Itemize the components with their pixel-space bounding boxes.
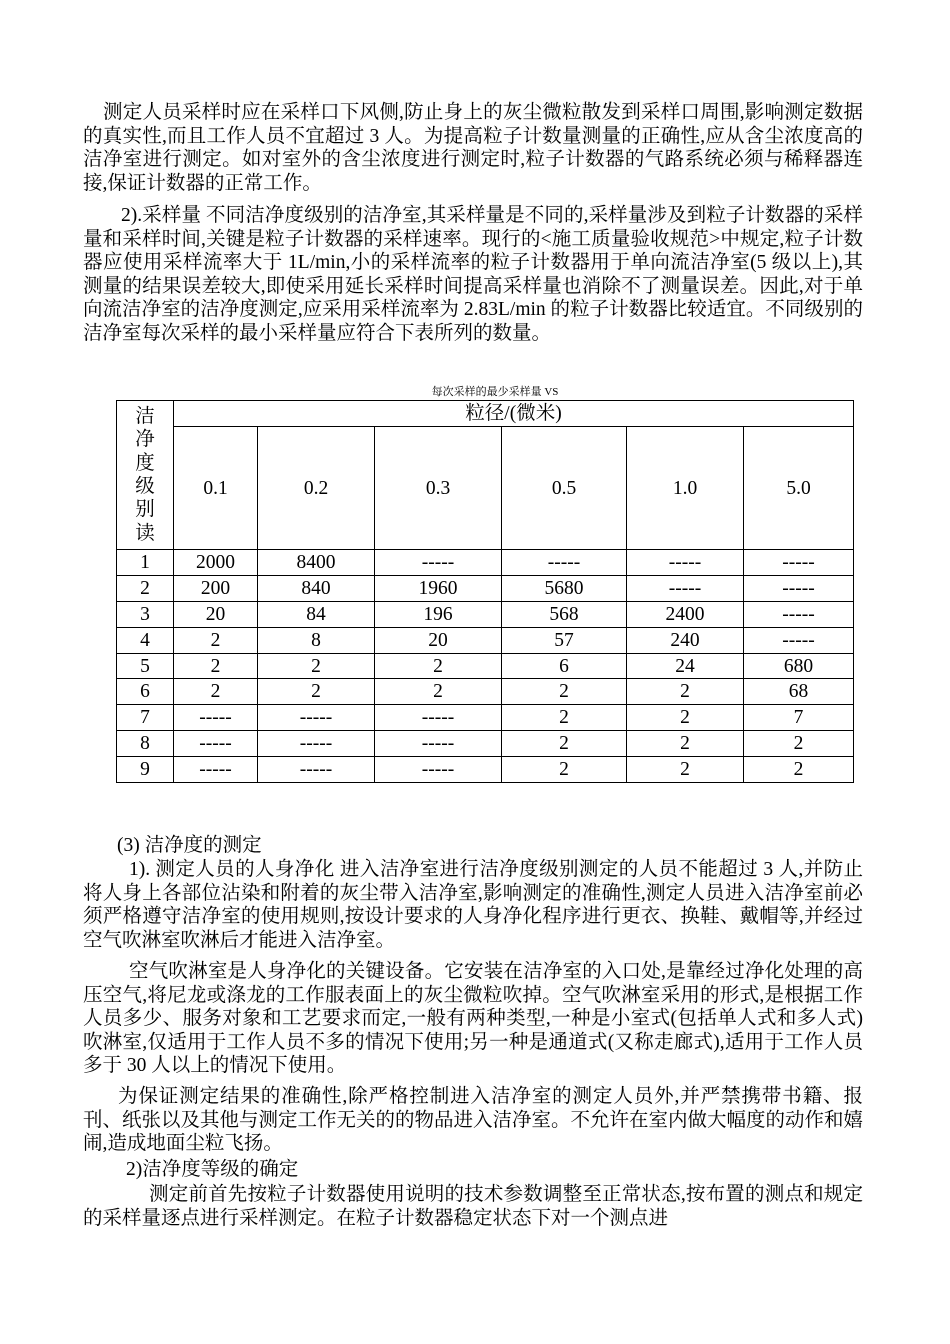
table-row xyxy=(117,731,854,757)
value-cell: 680 xyxy=(744,653,854,679)
value-cell: 196 xyxy=(375,601,502,627)
value-cell: 1960 xyxy=(375,575,502,601)
particle-size-5.0: 5.0 xyxy=(744,427,854,550)
value-cell: 2 xyxy=(258,653,375,679)
grade-cell: 1 xyxy=(117,550,174,576)
value-cell: 2 xyxy=(744,731,854,757)
value-cell: 2 xyxy=(627,705,744,731)
value-cell: 2 xyxy=(174,653,258,679)
value-cell: 2 xyxy=(627,679,744,705)
value-cell: 2 xyxy=(502,705,627,731)
value-cell: 2 xyxy=(502,757,627,783)
table-row xyxy=(117,627,854,653)
subsection-title-grade-determination: 2)洁净度等级的确定 xyxy=(126,1159,299,1180)
table-row xyxy=(117,679,854,705)
value-cell: 2 xyxy=(375,653,502,679)
grade-cell: 3 xyxy=(117,601,174,627)
value-cell: 20 xyxy=(375,627,502,653)
particle-size-row xyxy=(117,427,854,550)
section-title-cleanliness-measurement: (3) 洁净度的测定 xyxy=(117,835,262,856)
paragraph-sample-volume: 2).采样量 不同洁净度级别的洁净室,其采样量是不同的,采样量涉及到粒子计数器的采样量和采样时间,关键是粒子计数器的采样速率。现行的<施工质量验收规范>中规定,粒子计数器应使用采样流率大于 1L/min,小的采样流率的粒子计数器用于单向流洁净室(5 级以上),其测量的结果误差较大,即使采用延长采样时间提高采样量也消除不了测量误差。因此,对于单向流洁净室的洁净度测定,应采用采样流率为 2.83L/min 的粒子计数器比较适宜。不同级别的洁净室每次采样的最小采样量应符合下表所列的数量。 xyxy=(83,205,863,344)
paragraph-measurement-procedure: 测定前首先按粒子计数器使用说明的技术参数调整至正常状态,按布置的测点和规定的采样量逐点进行采样测定。在粒子计数器稳定状态下对一个测点进 xyxy=(83,1184,863,1229)
value-cell: ----- xyxy=(174,731,258,757)
value-cell: ----- xyxy=(258,705,375,731)
value-cell: 8 xyxy=(258,627,375,653)
grade-cell: 4 xyxy=(117,627,174,653)
value-cell: ----- xyxy=(627,575,744,601)
grade-cell: 8 xyxy=(117,731,174,757)
value-cell: 6 xyxy=(502,653,627,679)
grade-cell: 6 xyxy=(117,679,174,705)
particle-size-0.1: 0.1 xyxy=(174,427,258,550)
particle-size-1.0: 1.0 xyxy=(627,427,744,550)
value-cell: ----- xyxy=(258,731,375,757)
value-cell: ----- xyxy=(375,731,502,757)
value-cell: ----- xyxy=(744,575,854,601)
value-cell: 840 xyxy=(258,575,375,601)
value-cell: 68 xyxy=(744,679,854,705)
table-row xyxy=(117,705,854,731)
table-row xyxy=(117,575,854,601)
value-cell: 2 xyxy=(375,679,502,705)
value-cell: ----- xyxy=(375,757,502,783)
value-cell: 5680 xyxy=(502,575,627,601)
value-cell: ----- xyxy=(174,705,258,731)
value-cell: ----- xyxy=(744,627,854,653)
value-cell: 2 xyxy=(744,757,854,783)
grade-cell: 7 xyxy=(117,705,174,731)
min-sample-volume-table xyxy=(116,400,854,783)
value-cell: 2000 xyxy=(174,550,258,576)
table-caption: 每次采样的最少采样量 VS xyxy=(431,386,559,398)
value-cell: 2 xyxy=(174,679,258,705)
value-cell: ----- xyxy=(502,550,627,576)
grade-header-cell xyxy=(117,401,174,550)
paragraph-personnel-purification: 1). 测定人员的人身净化 进入洁净室进行洁净度级别测定的人员不能超过 3 人,并防止将人身上各部位沾染和附着的灰尘带入洁净室,影响测定的准确性,测定人员进入洁净室前必须严格遵守洁净室的使用规则,按设计要求的人身净化程序进行更衣、换鞋、戴帽等,并经过空气吹淋室吹淋后才能进入洁净室。 xyxy=(83,859,863,951)
value-cell: ----- xyxy=(258,757,375,783)
value-cell: 57 xyxy=(502,627,627,653)
value-cell: 2 xyxy=(502,679,627,705)
particle-size-header: 粒径/(微米) xyxy=(174,401,854,427)
particle-size-0.3: 0.3 xyxy=(375,427,502,550)
table-row xyxy=(117,550,854,576)
grade-cell: 9 xyxy=(117,757,174,783)
value-cell: 2 xyxy=(627,757,744,783)
paragraph-air-shower: 空气吹淋室是人身净化的关键设备。它安装在洁净室的入口处,是靠经过净化处理的高压空气,将尼龙或涤龙的工作服表面上的灰尘微粒吹掉。空气吹淋室采用的形式,是根据工作人员多少、服务对象和工艺要求而定,一般有两种类型,一种是小室式(包括单人式和多人式)吹淋室,仅适用于工作人员不多的情况下使用;另一种是通道式(又称走廊式),适用于工作人员多于 30 人以上的情况下使用。 xyxy=(83,961,863,1076)
value-cell: 7 xyxy=(744,705,854,731)
particle-size-0.5: 0.5 xyxy=(502,427,627,550)
table-row xyxy=(117,653,854,679)
paragraph-sampler-position: 测定人员采样时应在采样口下风侧,防止身上的灰尘微粒散发到采样口周围,影响测定数据的真实性,而且工作人员不宜超过 3 人。为提高粒子计数量测量的正确性,应从含尘浓度高的洁净室进行测定。如对室外的含尘浓度进行测定时,粒子计数器的气路系统必须与稀释器连接,保证计数器的正常工作。 xyxy=(83,102,863,194)
value-cell: 8400 xyxy=(258,550,375,576)
value-cell: 568 xyxy=(502,601,627,627)
value-cell: 84 xyxy=(258,601,375,627)
value-cell: 2 xyxy=(174,627,258,653)
paragraph-measurement-accuracy: 为保证测定结果的准确性,除严格控制进入洁净室的测定人员外,并严禁携带书籍、报刊、纸张以及其他与测定工作无关的的物品进入洁净室。不允许在室内做大幅度的动作和嬉闹,造成地面尘粒飞扬。 xyxy=(83,1086,864,1154)
value-cell: 2 xyxy=(258,679,375,705)
value-cell: 2 xyxy=(627,731,744,757)
value-cell: ----- xyxy=(375,705,502,731)
value-cell: ----- xyxy=(627,550,744,576)
grade-cell: 2 xyxy=(117,575,174,601)
grade-header-text: 洁净度级别读 xyxy=(135,406,155,544)
value-cell: ----- xyxy=(744,550,854,576)
value-cell: 24 xyxy=(627,653,744,679)
table-row xyxy=(117,601,854,627)
value-cell: 2 xyxy=(502,731,627,757)
value-cell: ----- xyxy=(174,757,258,783)
value-cell: 20 xyxy=(174,601,258,627)
value-cell: ----- xyxy=(375,550,502,576)
value-cell: ----- xyxy=(744,601,854,627)
table-row xyxy=(117,757,854,783)
value-cell: 2400 xyxy=(627,601,744,627)
value-cell: 240 xyxy=(627,627,744,653)
value-cell: 200 xyxy=(174,575,258,601)
grade-cell: 5 xyxy=(117,653,174,679)
particle-size-0.2: 0.2 xyxy=(258,427,375,550)
